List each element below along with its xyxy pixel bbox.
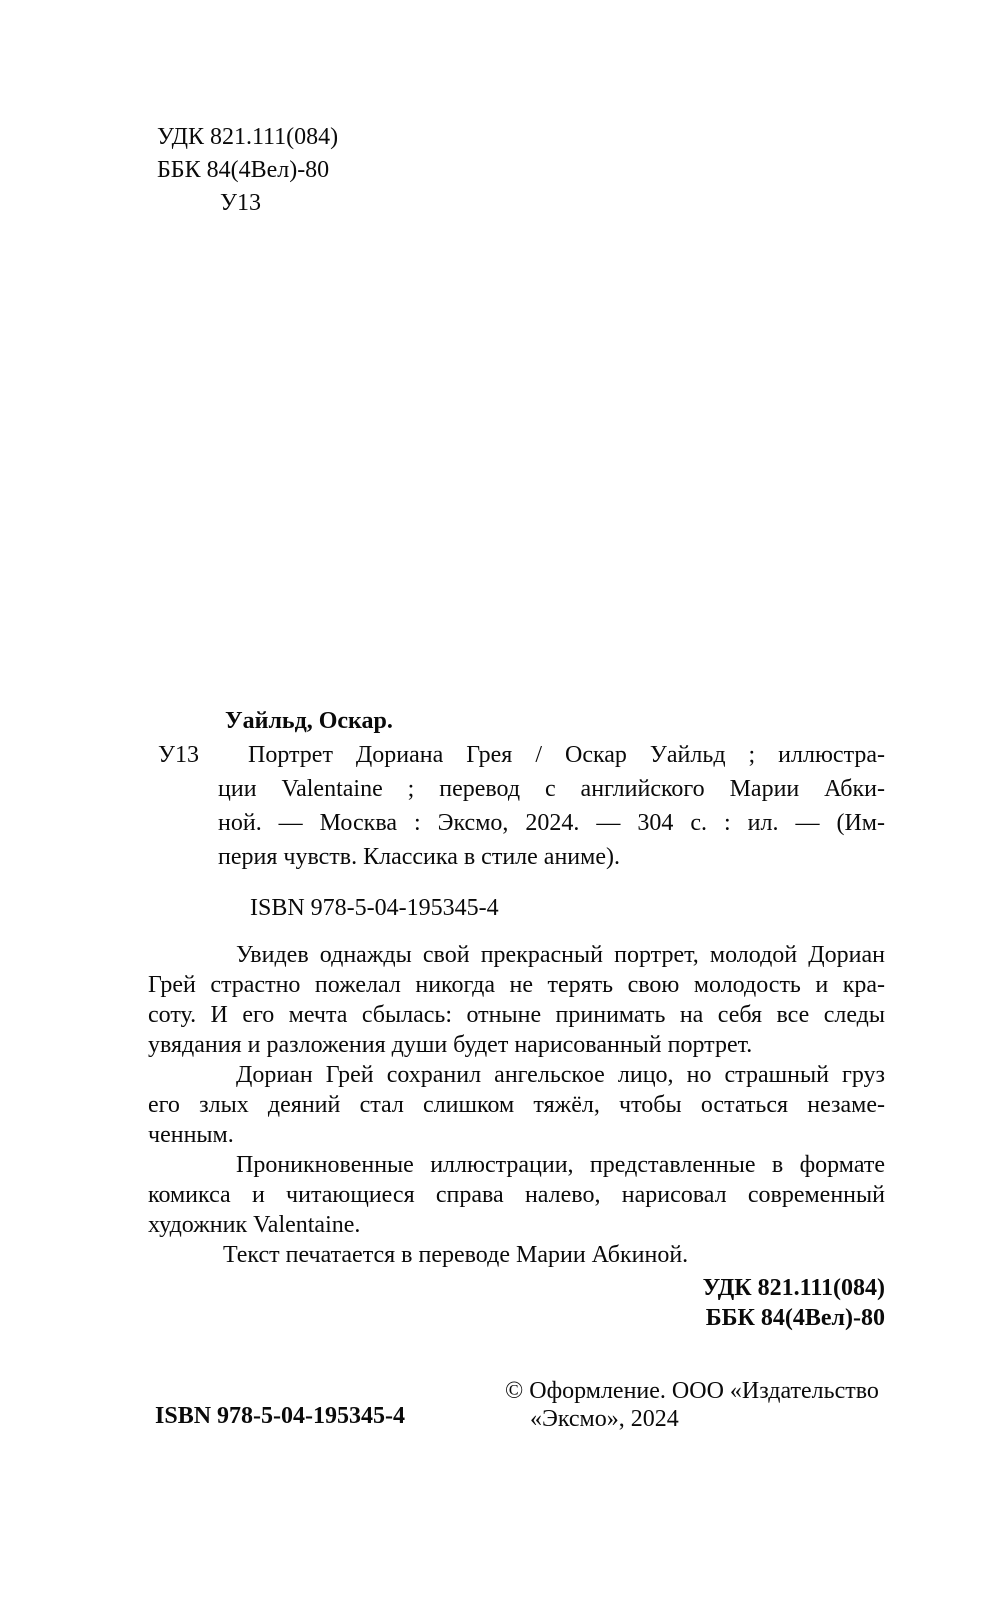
copyright-block (505, 1377, 879, 1433)
card-line: ции Valentaine ; перевод с английского Марии Абки- (218, 776, 885, 802)
copyright-line: © Оформление. ООО «Издательство (505, 1378, 879, 1404)
top-classification-codes (157, 121, 338, 220)
catalogue-card (158, 704, 885, 925)
annotation-line: комикса и читающиеся справа налево, нарисовал современный (148, 1182, 885, 1208)
annotation-line: увядания и разложения души будет нарисованный портрет. (148, 1032, 753, 1058)
footer-isbn: ISBN 978-5-04-195345-4 (155, 1403, 405, 1429)
bottom-classification-codes (703, 1273, 885, 1333)
bbk-code: ББК 84(4Вел)-80 (157, 157, 330, 183)
card-line: ной. — Москва : Эксмо, 2024. — 304 с. : ил. — (Им- (218, 810, 885, 836)
annotation-line: его злых деяний стал слишком тяжёл, чтобы остаться незаме- (148, 1092, 885, 1118)
annotation-line: Дориан Грей сохранил ангельское лицо, но страшный груз (236, 1062, 885, 1088)
annotation-line: соту. И его мечта сбылась: отныне принимать на себя все следы (148, 1002, 885, 1028)
annotation-line: Проникновенные иллюстрации, представленные в формате (236, 1152, 885, 1178)
udk-code: УДК 821.111(084) (157, 124, 339, 150)
author-sign: У13 (220, 190, 261, 216)
udk-code-bottom: УДК 821.111(084) (702, 1275, 885, 1301)
annotation-line: художник Valentaine. (148, 1212, 361, 1238)
card-line: Портрет Дориана Грея / Оскар Уайльд ; иллюстра- (248, 742, 885, 768)
card-line: перия чувств. Классика в стиле аниме). (218, 844, 620, 870)
card-author-heading: Уайльд, Оскар. (225, 708, 393, 734)
copyright-line: «Эксмо», 2024 (530, 1406, 679, 1432)
annotation-line: Текст печатается в переводе Марии Абкиной. (223, 1242, 689, 1268)
annotation-line: Грей страстно пожелал никогда не терять свою молодость и кра- (148, 972, 885, 998)
annotation-line: ченным. (148, 1122, 234, 1148)
card-isbn: ISBN 978-5-04-195345-4 (250, 895, 499, 921)
annotation-line: Увидев однажды свой прекрасный портрет, молодой Дориан (236, 942, 885, 968)
annotation-block (148, 940, 885, 1270)
bbk-code-bottom: ББК 84(4Вел)-80 (705, 1305, 885, 1331)
card-index: У13 (158, 742, 199, 768)
